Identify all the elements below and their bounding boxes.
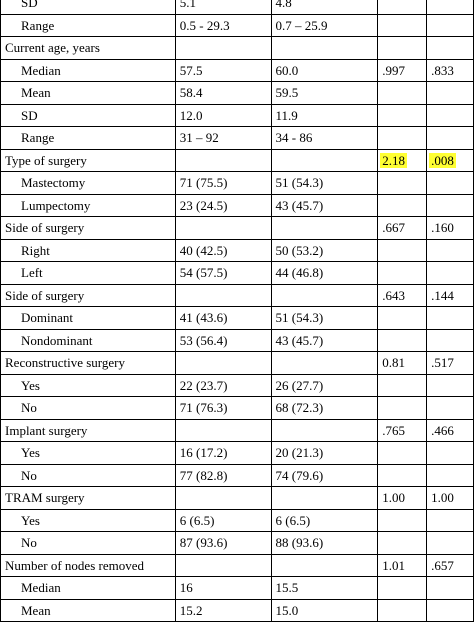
statistic-cell: [378, 14, 427, 37]
row-label-cell: Median: [1, 59, 176, 82]
statistic-cell: [378, 374, 427, 397]
statistic-cell: [378, 0, 427, 14]
group1-value-cell: 87 (93.6): [175, 532, 271, 555]
row-label-cell: Yes: [1, 374, 176, 397]
statistic-cell: [378, 532, 427, 555]
statistic-cell: [378, 509, 427, 532]
row-label-cell: Lumpectomy: [1, 194, 176, 217]
group1-value-cell: 16: [175, 577, 271, 600]
group1-value-cell: 41 (43.6): [175, 307, 271, 330]
p-value-cell: [427, 104, 474, 127]
row-label-cell: Median: [1, 577, 176, 600]
table-row: [1, 149, 474, 172]
statistic-cell: [378, 262, 427, 285]
table-row: [1, 262, 474, 285]
p-value-cell: 1.00: [427, 487, 474, 510]
row-label-cell: Reconstructive surgery: [1, 352, 176, 375]
table-row: [1, 374, 474, 397]
group2-value-cell: 74 (79.6): [271, 464, 378, 487]
row-label-cell: Range: [1, 127, 176, 150]
p-value-cell: .144: [427, 284, 474, 307]
group2-value-cell: 43 (45.7): [271, 329, 378, 352]
group1-value-cell: 0.5 - 29.3: [175, 14, 271, 37]
group2-value-cell: 44 (46.8): [271, 262, 378, 285]
group2-value-cell: 6 (6.5): [271, 509, 378, 532]
row-label-cell: Range: [1, 14, 176, 37]
table-row: [1, 419, 474, 442]
statistic-cell: [378, 577, 427, 600]
group2-value-cell: [271, 352, 378, 375]
statistic-cell: [378, 464, 427, 487]
group1-value-cell: 58.4: [175, 82, 271, 105]
group2-value-cell: 15.0: [271, 599, 378, 622]
table-row: [1, 59, 474, 82]
group1-value-cell: 6 (6.5): [175, 509, 271, 532]
row-label-cell: Current age, years: [1, 37, 176, 60]
group1-value-cell: 31 – 92: [175, 127, 271, 150]
row-label-cell: No: [1, 532, 176, 555]
table-row: [1, 284, 474, 307]
group1-value-cell: 15.2: [175, 599, 271, 622]
row-label-cell: Implant surgery: [1, 419, 176, 442]
table-row: [1, 442, 474, 465]
group1-value-cell: 54 (57.5): [175, 262, 271, 285]
table-row: [1, 217, 474, 240]
table-row: [1, 14, 474, 37]
group1-value-cell: [175, 217, 271, 240]
table-row: [1, 577, 474, 600]
row-label-cell: Yes: [1, 509, 176, 532]
group2-value-cell: 4.8: [271, 0, 378, 14]
group2-value-cell: 26 (27.7): [271, 374, 378, 397]
statistic-cell: 0.81: [378, 352, 427, 375]
row-label-cell: Side of surgery: [1, 217, 176, 240]
table-row: [1, 127, 474, 150]
row-label-cell: Mastectomy: [1, 172, 176, 195]
row-label-cell: Type of surgery: [1, 149, 176, 172]
row-label-cell: Side of surgery: [1, 284, 176, 307]
row-label-cell: Yes: [1, 442, 176, 465]
table-row: [1, 194, 474, 217]
group1-value-cell: 12.0: [175, 104, 271, 127]
group1-value-cell: 57.5: [175, 59, 271, 82]
table-row: [1, 239, 474, 262]
group2-value-cell: 11.9: [271, 104, 378, 127]
row-label-cell: Number of nodes removed: [1, 554, 176, 577]
row-label-cell: Nondominant: [1, 329, 176, 352]
group1-value-cell: 16 (17.2): [175, 442, 271, 465]
p-value-cell: [427, 37, 474, 60]
group1-value-cell: [175, 149, 271, 172]
p-value-cell: [427, 262, 474, 285]
statistic-cell: [378, 307, 427, 330]
row-label-cell: Left: [1, 262, 176, 285]
statistic-cell: [378, 104, 427, 127]
statistic-cell: [378, 329, 427, 352]
table-body: [1, 0, 474, 622]
row-label-cell: No: [1, 464, 176, 487]
group2-value-cell: 88 (93.6): [271, 532, 378, 555]
row-label-cell: SD: [1, 104, 176, 127]
p-value-cell: [427, 374, 474, 397]
p-value-cell: [427, 307, 474, 330]
p-value-cell: [427, 464, 474, 487]
statistic-cell: [378, 172, 427, 195]
table-row: [1, 532, 474, 555]
highlighted-value: .008: [431, 152, 454, 168]
statistic-cell: [378, 82, 427, 105]
p-value-cell: [427, 397, 474, 420]
table-row: [1, 307, 474, 330]
group1-value-cell: [175, 284, 271, 307]
p-value-cell: .160: [427, 217, 474, 240]
statistic-cell: [378, 397, 427, 420]
statistic-cell: [378, 127, 427, 150]
statistic-cell: .765: [378, 419, 427, 442]
group2-value-cell: [271, 149, 378, 172]
group2-value-cell: 68 (72.3): [271, 397, 378, 420]
row-label-cell: Dominant: [1, 307, 176, 330]
statistic-cell: .643: [378, 284, 427, 307]
group1-value-cell: 71 (76.3): [175, 397, 271, 420]
group1-value-cell: [175, 37, 271, 60]
group2-value-cell: [271, 419, 378, 442]
group2-value-cell: 34 - 86: [271, 127, 378, 150]
statistic-cell: [378, 239, 427, 262]
p-value-cell: [427, 532, 474, 555]
group1-value-cell: [175, 487, 271, 510]
table-row: [1, 397, 474, 420]
group1-value-cell: 22 (23.7): [175, 374, 271, 397]
p-value-cell: [427, 239, 474, 262]
table-row: [1, 329, 474, 352]
statistic-cell: [378, 194, 427, 217]
statistic-cell: 1.00: [378, 487, 427, 510]
p-value-cell: [427, 442, 474, 465]
group2-value-cell: [271, 554, 378, 577]
table-row: [1, 509, 474, 532]
table-row: [1, 104, 474, 127]
group2-value-cell: 51 (54.3): [271, 307, 378, 330]
row-label-cell: Right: [1, 239, 176, 262]
p-value-cell: [427, 599, 474, 622]
table-row: [1, 0, 474, 14]
statistic-cell: [378, 149, 427, 172]
statistic-cell: 1.01: [378, 554, 427, 577]
group2-value-cell: 20 (21.3): [271, 442, 378, 465]
p-value-cell: [427, 127, 474, 150]
group2-value-cell: 51 (54.3): [271, 172, 378, 195]
row-label-cell: TRAM surgery: [1, 487, 176, 510]
group1-value-cell: 71 (75.5): [175, 172, 271, 195]
p-value-cell: [427, 14, 474, 37]
group1-value-cell: 53 (56.4): [175, 329, 271, 352]
row-label-cell: Mean: [1, 599, 176, 622]
statistic-cell: [378, 442, 427, 465]
p-value-cell: [427, 509, 474, 532]
highlighted-value: 2.18: [382, 152, 405, 168]
group2-value-cell: 0.7 – 25.9: [271, 14, 378, 37]
table-row: [1, 599, 474, 622]
p-value-cell: .657: [427, 554, 474, 577]
p-value-cell: .833: [427, 59, 474, 82]
table-row: [1, 37, 474, 60]
p-value-cell: [427, 577, 474, 600]
group2-value-cell: [271, 487, 378, 510]
row-label-cell: SD: [1, 0, 176, 14]
p-value-cell: [427, 149, 474, 172]
group2-value-cell: 15.5: [271, 577, 378, 600]
group2-value-cell: [271, 217, 378, 240]
p-value-cell: [427, 172, 474, 195]
group1-value-cell: 5.1: [175, 0, 271, 14]
group2-value-cell: 59.5: [271, 82, 378, 105]
table-row: [1, 82, 474, 105]
statistic-cell: .997: [378, 59, 427, 82]
table-row: [1, 464, 474, 487]
group2-value-cell: 60.0: [271, 59, 378, 82]
group1-value-cell: [175, 352, 271, 375]
row-label-cell: No: [1, 397, 176, 420]
p-value-cell: [427, 0, 474, 14]
p-value-cell: .466: [427, 419, 474, 442]
p-value-cell: [427, 329, 474, 352]
p-value-cell: [427, 194, 474, 217]
group1-value-cell: [175, 419, 271, 442]
p-value-cell: .517: [427, 352, 474, 375]
p-value-cell: [427, 82, 474, 105]
group1-value-cell: 77 (82.8): [175, 464, 271, 487]
group1-value-cell: [175, 554, 271, 577]
group1-value-cell: 40 (42.5): [175, 239, 271, 262]
statistic-cell: [378, 37, 427, 60]
group2-value-cell: 43 (45.7): [271, 194, 378, 217]
group2-value-cell: [271, 37, 378, 60]
group2-value-cell: 50 (53.2): [271, 239, 378, 262]
statistic-cell: [378, 599, 427, 622]
row-label-cell: Mean: [1, 82, 176, 105]
group1-value-cell: 23 (24.5): [175, 194, 271, 217]
statistic-cell: .667: [378, 217, 427, 240]
table-row: [1, 172, 474, 195]
group2-value-cell: [271, 284, 378, 307]
table-row: [1, 554, 474, 577]
table-row: [1, 352, 474, 375]
table-row: [1, 487, 474, 510]
